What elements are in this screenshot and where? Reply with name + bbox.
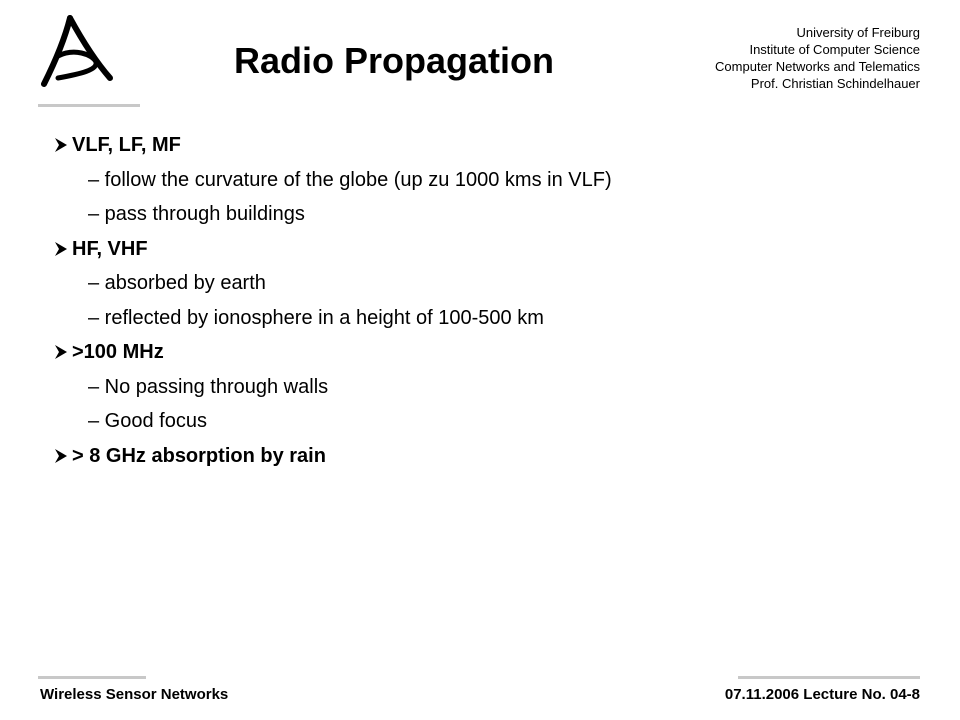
bullet-100mhz [52, 335, 920, 370]
footer-lecture-info: 07.11.2006 Lecture No. 04-8 [724, 686, 920, 703]
bullet-heading: VLF, LF, MF [72, 134, 181, 156]
sub-bullet: – absorbed by earth [88, 272, 266, 294]
arrow-bullet-icon [52, 343, 70, 361]
university-logo [40, 12, 120, 112]
bullet-hf-vhf [52, 232, 920, 267]
footer-course-name: Wireless Sensor Networks [40, 686, 229, 703]
bullet-heading: HF, VHF [72, 237, 148, 260]
institute-name: Institute of Computer Science [749, 42, 920, 57]
bullet-heading: >100 MHz [72, 341, 164, 363]
bullet-heading: > 8 GHz absorption by rain [72, 444, 326, 467]
footer-divider-left [38, 676, 146, 679]
arrow-bullet-icon [52, 447, 70, 465]
logo-divider [38, 104, 140, 107]
bullet-vlf-lf-mf [52, 128, 920, 163]
sub-bullet: – reflected by ionosphere in a height of 100-500 km [88, 306, 544, 329]
sub-bullet: – pass through buildings [88, 203, 305, 225]
sub-bullet: – No passing through walls [88, 375, 329, 398]
department-name: Computer Networks and Telematics [715, 59, 920, 74]
slide-title: Radio Propagation [234, 40, 555, 81]
bullet-8ghz [52, 439, 920, 474]
sub-bullet: – follow the curvature of the globe (up zu 1000 kms in VLF) [88, 168, 612, 191]
footer-divider-right [738, 676, 920, 679]
arrow-bullet-icon [52, 136, 70, 154]
sub-bullet: – Good focus [88, 410, 207, 432]
professor-name: Prof. Christian Schindelhauer [750, 76, 920, 91]
institution-info [715, 24, 920, 92]
university-name: University of Freiburg [796, 25, 920, 40]
bullet-list [52, 128, 920, 473]
arrow-bullet-icon [52, 240, 70, 258]
